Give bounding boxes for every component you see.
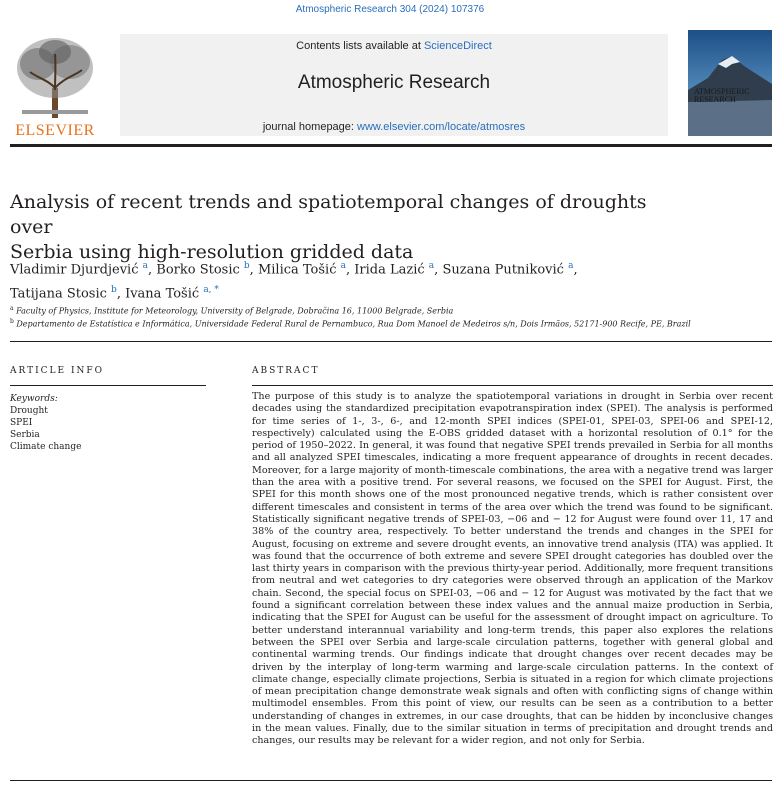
author-affiliation-mark[interactable]: b (111, 285, 117, 296)
keyword-item[interactable]: Climate change (10, 442, 82, 452)
author-affiliation-mark[interactable]: a (428, 261, 435, 271)
cover-image (688, 30, 772, 136)
keywords-label: Keywords: (10, 394, 58, 404)
author-affiliation-mark[interactable]: a (568, 261, 574, 271)
paper-title (10, 190, 690, 265)
author-name[interactable]: Vladimir Djurdjević (10, 262, 139, 278)
publisher-wordmark: ELSEVIER (15, 122, 95, 139)
author-affiliation-mark[interactable]: a (340, 261, 346, 271)
author-affiliation-mark[interactable]: b (243, 261, 250, 271)
author-name[interactable]: Borko Stosic (156, 262, 240, 278)
author-separator: , (434, 262, 443, 278)
section-rule (10, 341, 772, 342)
contents-line (120, 40, 668, 52)
affiliation-text: Departamento de Estatística e Informática, Universidade Federal Rural de Pernambuco, Rua Dom Manoel de Medeiros s/n, Dois Irmãos, 52171-900 Recife, PE, Brazil (16, 319, 691, 329)
affiliation-mark: b (10, 318, 14, 325)
keyword-item[interactable]: SPEI (10, 418, 33, 428)
elsevier-logo[interactable] (8, 32, 102, 138)
author-separator: , (148, 262, 157, 278)
author-separator: , (249, 262, 258, 278)
abstract-text: The purpose of this study is to analyze the spatiotemporal variations in drought in Serbia over recent decades using the standardized precipitation evapotranspiration index (SPEI). The analysis is performed for time series of 1-, 3-, 6-, and 12-month SPEI indices (SPEI-01, SPEI-03, SPEI-06 and SPEI-12, respectively) calculated using the E-OBS gridded dataset with a horizontal resolution of 0.1° for the period of 1950–2022. In general, it was found that negative SPEI trends prevailed in Serbia for all months and all analyzed SPEI timescales, indicating a more frequent appearance of droughts in recent decades. Moreover, for a large majority of month-timescale combinations, the area with a negative trend was larger than the area with a positive trend. For several reasons, we focused on the SPEI for August. First, the SPEI for this month shows one of the most pronounced negative trends, which is rather consistent over different timescales and consistent in terms of the area over which the trend was found to be significant. Statistically significant negative trends of SPEI-03, −06 and − 12 for August were found over 11, 17 and 38% of the country area, respectively. To better understand the trends and changes in the SPEI for August, focusing on extreme and severe drought events, an innovative trend analysis (ITA) was applied. It was found that the occurrence of both extreme and severe SPEI drought categories has doubled over the last thirty years in comparison with the previous thirty-year period. Additionally, more frequent transitions from neutral and wet categories to dry categories were observed through an application of the Markov chain. Second, the special focus on SPEI-03, −06 and − 12 for August was motivated by the fact that we found a significant correlation between these index values and the annual maize production in Serbia, indicating that the SPEI for August can be useful for the assessment of drought impact on agriculture. To better understand interannual variability and long-term trends, this paper also explores the relations between the SPEI over Serbia and large-scale circulation patterns, together with general global and continental warming trends. Our findings indicate that drought changes over recent decades may be driven by the interplay of long-term warming and large-scale circulation patterns. In the context of climate change, especially climate projections, Serbia is situated in a region for which climate projections of mean precipitation change demonstrate weak signals and often with conflicting signs of change within multimodel ensembles. From this point of view, our results can be seen as a contribution to a better understanding of changes in extremes, in our case droughts, that can be hidden by inconclusive changes in the mean values. Finally, due to the similar situation in terms of precipitation and drought trends and changes, our results may be relevant for a wider region, and not only for Serbia. (252, 391, 773, 747)
author-name[interactable]: Suzana Putniković (442, 262, 564, 278)
journal-name: Atmospheric Research (297, 72, 491, 93)
cover-title (694, 88, 750, 104)
author-separator: , (116, 286, 126, 302)
author-affiliation-mark[interactable]: a (142, 261, 148, 271)
article-info-heading: ARTICLE INFO (10, 366, 105, 376)
author-separator: , (573, 262, 578, 278)
affiliation-b (10, 318, 750, 329)
affiliation-mark: a (10, 305, 14, 312)
abstract-rule (252, 385, 773, 386)
homepage-link[interactable]: www.elsevier.com/locate/atmosres (357, 121, 526, 133)
article-info-rule (10, 385, 206, 386)
journal-citation[interactable]: Atmospheric Research 304 (2024) 107376 (295, 4, 485, 15)
sciencedirect-link[interactable]: ScienceDirect (423, 40, 492, 52)
title-line-2: Serbia using high-resolution gridded data (10, 241, 414, 263)
affiliation-a (10, 305, 750, 316)
title-line-1: Analysis of recent trends and spatiotemporal changes of droughts over (10, 191, 647, 238)
homepage-line (120, 121, 668, 133)
cover-title-line1: ATMOSPHERIC (694, 87, 750, 96)
author-list (10, 256, 710, 305)
keyword-item[interactable]: Serbia (10, 430, 40, 440)
keyword-item[interactable]: Drought (10, 406, 48, 416)
affiliation-text: Faculty of Physics, Institute for Meteorology, University of Belgrade, Dobračina 16, 11000 Belgrade, Serbia (16, 306, 454, 316)
author-name[interactable]: Tatijana Stosic (10, 286, 107, 302)
header-rule (10, 144, 772, 147)
contents-prefix: Contents lists available at (296, 40, 424, 52)
homepage-prefix: journal homepage: (262, 121, 358, 133)
abstract-heading: ABSTRACT (252, 366, 320, 376)
author-separator: , (346, 262, 355, 278)
journal-cover[interactable] (688, 30, 772, 136)
author-affiliation-mark[interactable]: a, * (203, 285, 219, 296)
author-name[interactable]: Ivana Tošić (125, 286, 200, 302)
footer-rule (10, 780, 772, 781)
cover-title-line2: RESEARCH (694, 95, 736, 104)
author-name[interactable]: Irida Lazić (354, 262, 425, 278)
author-name[interactable]: Milica Tošić (257, 262, 337, 278)
